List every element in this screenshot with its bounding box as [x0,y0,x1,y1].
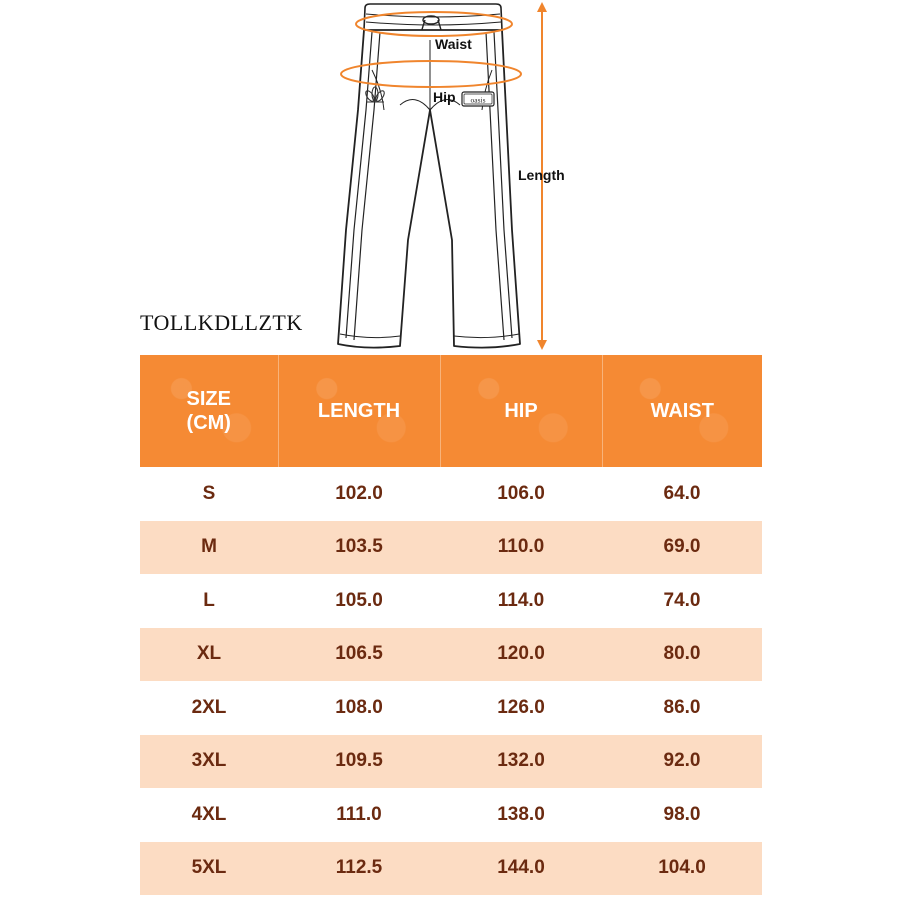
hip-cell: 110.0 [440,521,602,575]
waist-label: Waist [435,36,472,52]
header-text: SIZE [186,388,231,410]
table-row [140,521,762,575]
hip-cell: 132.0 [440,735,602,789]
hip-cell: 106.0 [440,467,602,521]
size-cell: 2XL [140,681,278,735]
waist-cell: 98.0 [602,788,762,842]
waist-cell: 92.0 [602,735,762,789]
size-cell: XL [140,628,278,682]
size-cell: 5XL [140,842,278,896]
length-cell: 108.0 [278,681,440,735]
waist-cell: 69.0 [602,521,762,575]
waist-cell: 80.0 [602,628,762,682]
size-cell: M [140,521,278,575]
pants-illustration [0,0,900,355]
table-row [140,574,762,628]
header-text: WAIST [650,400,714,422]
length-label: Length [518,167,565,183]
waist-cell: 86.0 [602,681,762,735]
table-row [140,681,762,735]
hip-cell: 114.0 [440,574,602,628]
header-length [278,355,440,467]
waist-cell: 64.0 [602,467,762,521]
waistband-outline [364,4,502,33]
length-cell: 103.5 [278,521,440,575]
length-cell: 111.0 [278,788,440,842]
waist-cell: 104.0 [602,842,762,896]
header-text: (CM) [186,412,231,434]
hip-cell: 120.0 [440,628,602,682]
patch-text: oasis [470,95,486,105]
size-cell: 4XL [140,788,278,842]
size-cell: 3XL [140,735,278,789]
header-size [140,355,278,467]
header-hip [440,355,602,467]
length-cell: 112.5 [278,842,440,896]
pants-outline [338,30,520,348]
size-chart-table [140,355,762,895]
header-text: LENGTH [317,400,401,422]
length-cell: 102.0 [278,467,440,521]
size-cell: L [140,574,278,628]
header-waist [602,355,762,467]
table-row [140,467,762,521]
hip-label: Hip [433,89,456,105]
table-row [140,735,762,789]
length-cell: 105.0 [278,574,440,628]
length-cell: 109.5 [278,735,440,789]
table-row [140,842,762,896]
header-text: HIP [504,400,538,422]
table-row [140,628,762,682]
hip-cell: 126.0 [440,681,602,735]
size-cell: S [140,467,278,521]
brand-name: TOLLKDLLZTK [140,310,303,335]
table-body [140,467,762,895]
length-cell: 106.5 [278,628,440,682]
waist-cell: 74.0 [602,574,762,628]
hip-cell: 138.0 [440,788,602,842]
table-header-row [140,355,762,467]
table-row [140,788,762,842]
hip-cell: 144.0 [440,842,602,896]
